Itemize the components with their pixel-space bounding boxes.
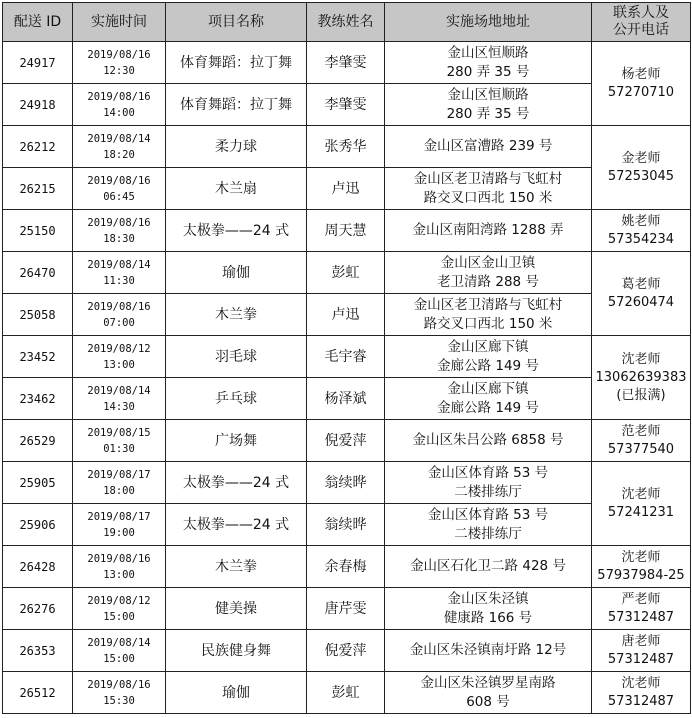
cell-date: 2019/08/14	[87, 384, 151, 397]
table-row	[3, 420, 691, 462]
cell-address-line-1: 金山区朱泾镇南圩路 12号	[409, 642, 567, 658]
schedule-table	[2, 2, 691, 714]
cell-time	[73, 378, 166, 420]
cell-clock: 15:00	[103, 652, 135, 665]
cell-id: 26428	[3, 546, 73, 588]
header-address: 实施场地地址	[385, 3, 592, 42]
table-row	[3, 462, 691, 504]
cell-address-line-2: 老卫清路 288 号	[437, 273, 539, 290]
cell-id: 25905	[3, 462, 73, 504]
cell-address-line-2: 608 号	[466, 693, 510, 710]
cell-address	[385, 336, 592, 378]
cell-date: 2019/08/15	[87, 426, 151, 439]
cell-contact-line: 13062639383	[595, 369, 687, 385]
cell-project: 太极拳——24 式	[166, 462, 307, 504]
cell-id: 23462	[3, 378, 73, 420]
cell-time	[73, 126, 166, 168]
cell-contact	[592, 462, 691, 546]
cell-clock: 15:30	[103, 694, 135, 707]
cell-project: 太极拳——24 式	[166, 504, 307, 546]
cell-project: 体育舞蹈：拉丁舞	[166, 42, 307, 84]
cell-clock: 18:30	[103, 232, 135, 245]
cell-address	[385, 378, 592, 420]
cell-project: 体育舞蹈：拉丁舞	[166, 84, 307, 126]
cell-address	[385, 672, 592, 714]
table-row	[3, 672, 691, 714]
cell-clock: 07:00	[103, 316, 135, 329]
cell-project: 木兰拳	[166, 294, 307, 336]
cell-date: 2019/08/16	[87, 300, 151, 313]
cell-coach: 李肇雯	[307, 84, 385, 126]
cell-coach: 周天慧	[307, 210, 385, 252]
cell-coach: 倪爱萍	[307, 630, 385, 672]
cell-date: 2019/08/12	[87, 342, 151, 355]
cell-contact-line: 57253045	[607, 168, 675, 184]
cell-time	[73, 630, 166, 672]
cell-clock: 14:00	[103, 106, 135, 119]
cell-contact-line: 57377540	[607, 441, 675, 457]
cell-contact	[592, 420, 691, 462]
cell-address-line-2: 路交叉口西北 150 米	[423, 315, 553, 332]
cell-coach: 卢迅	[307, 168, 385, 210]
cell-clock: 06:45	[103, 190, 135, 203]
cell-date: 2019/08/17	[87, 510, 151, 523]
cell-project: 柔力球	[166, 126, 307, 168]
cell-contact-line: 范老师	[621, 423, 661, 439]
cell-address-line-1: 金山区朱泾镇罗星南路	[420, 674, 556, 691]
cell-address	[385, 126, 592, 168]
cell-project: 瑜伽	[166, 252, 307, 294]
cell-id: 24917	[3, 42, 73, 84]
cell-coach: 卢迅	[307, 294, 385, 336]
cell-time	[73, 210, 166, 252]
cell-contact	[592, 210, 691, 252]
table-row	[3, 294, 691, 336]
cell-address	[385, 630, 592, 672]
cell-address-line-1: 金山区恒顺路	[447, 86, 529, 103]
cell-date: 2019/08/12	[87, 594, 151, 607]
cell-address	[385, 42, 592, 84]
cell-contact	[592, 42, 691, 126]
cell-contact-line: 57241231	[607, 504, 675, 520]
cell-coach: 倪爱萍	[307, 420, 385, 462]
cell-contact-line: 沈老师	[621, 486, 661, 502]
cell-address-line-2: 280 弄 35 号	[446, 105, 530, 122]
header-time: 实施时间	[73, 3, 166, 42]
header-contact	[592, 3, 691, 42]
cell-contact-line: 沈老师	[621, 549, 661, 565]
cell-clock: 14:30	[103, 400, 135, 413]
cell-contact	[592, 588, 691, 630]
cell-contact	[592, 336, 691, 420]
cell-address-line-2: 二楼排练厅	[454, 483, 522, 500]
cell-contact	[592, 546, 691, 588]
cell-contact-line: 金老师	[621, 150, 661, 166]
cell-project: 乒乓球	[166, 378, 307, 420]
cell-time	[73, 168, 166, 210]
cell-address-line-1: 金山区南阳湾路 1288 弄	[412, 222, 564, 238]
cell-coach: 翁续晔	[307, 504, 385, 546]
table-row	[3, 126, 691, 168]
cell-date: 2019/08/14	[87, 258, 151, 271]
cell-date: 2019/08/16	[87, 174, 151, 187]
cell-project: 太极拳——24 式	[166, 210, 307, 252]
cell-id: 26215	[3, 168, 73, 210]
cell-project: 瑜伽	[166, 672, 307, 714]
cell-id: 25058	[3, 294, 73, 336]
cell-address	[385, 588, 592, 630]
cell-address	[385, 462, 592, 504]
cell-address	[385, 504, 592, 546]
cell-clock: 11:30	[103, 274, 135, 287]
cell-project: 木兰扇	[166, 168, 307, 210]
cell-contact-line: 严老师	[621, 591, 661, 607]
table-body	[3, 42, 691, 714]
cell-date: 2019/08/14	[87, 636, 151, 649]
cell-coach: 李肇雯	[307, 42, 385, 84]
table-row	[3, 84, 691, 126]
cell-coach: 彭虹	[307, 672, 385, 714]
cell-contact-line: 姚老师	[621, 213, 661, 229]
table-row	[3, 630, 691, 672]
cell-coach: 毛宇睿	[307, 336, 385, 378]
cell-id: 25150	[3, 210, 73, 252]
cell-address-line-1: 金山区金山卫镇	[440, 254, 536, 271]
cell-coach: 余春梅	[307, 546, 385, 588]
cell-time	[73, 672, 166, 714]
cell-contact-line: 杨老师	[621, 66, 661, 82]
cell-address-line-2: 金廊公路 149 号	[437, 357, 539, 374]
cell-address-line-1: 金山区石化卫二路 428 号	[410, 558, 566, 574]
cell-date: 2019/08/17	[87, 468, 151, 481]
header-coach: 教练姓名	[307, 3, 385, 42]
cell-address	[385, 420, 592, 462]
cell-clock: 18:00	[103, 484, 135, 497]
cell-clock: 15:00	[103, 610, 135, 623]
header-id: 配送 ID	[3, 3, 73, 42]
cell-id: 24918	[3, 84, 73, 126]
cell-contact	[592, 672, 691, 714]
cell-project: 民族健身舞	[166, 630, 307, 672]
cell-coach: 张秀华	[307, 126, 385, 168]
cell-id: 26529	[3, 420, 73, 462]
cell-address-line-1: 金山区朱泾镇	[447, 590, 529, 607]
cell-contact-line: 57270710	[607, 84, 675, 100]
cell-coach: 翁续晔	[307, 462, 385, 504]
cell-address-line-1: 金山区体育路 53 号	[427, 464, 549, 481]
table-row	[3, 168, 691, 210]
header-row	[3, 3, 691, 42]
cell-clock: 13:00	[103, 358, 135, 371]
cell-address	[385, 546, 592, 588]
cell-address	[385, 252, 592, 294]
cell-coach: 唐芹雯	[307, 588, 385, 630]
cell-address-line-1: 金山区恒顺路	[447, 44, 529, 61]
cell-coach: 杨泽斌	[307, 378, 385, 420]
cell-address-line-1: 金山区体育路 53 号	[427, 506, 549, 523]
cell-date: 2019/08/16	[87, 48, 151, 61]
table-row	[3, 546, 691, 588]
cell-contact-line: 57937984-25	[597, 567, 685, 583]
cell-coach: 彭虹	[307, 252, 385, 294]
cell-time	[73, 546, 166, 588]
cell-time	[73, 84, 166, 126]
cell-contact	[592, 126, 691, 210]
cell-address-line-2: 路交叉口西北 150 米	[423, 189, 553, 206]
cell-contact-line: 葛老师	[621, 276, 661, 292]
cell-project: 木兰拳	[166, 546, 307, 588]
cell-date: 2019/08/14	[87, 132, 151, 145]
cell-contact-line: (已报满)	[616, 387, 666, 403]
cell-address-line-2: 二楼排练厅	[454, 525, 522, 542]
cell-id: 26353	[3, 630, 73, 672]
cell-id: 26470	[3, 252, 73, 294]
table-row	[3, 252, 691, 294]
cell-address-line-1: 金山区老卫清路与飞虹村	[413, 170, 563, 187]
cell-contact-line: 57312487	[607, 693, 675, 709]
cell-id: 26276	[3, 588, 73, 630]
cell-contact-line: 沈老师	[621, 351, 661, 367]
cell-date: 2019/08/16	[87, 216, 151, 229]
table-row	[3, 210, 691, 252]
cell-id: 25906	[3, 504, 73, 546]
header-contact-line-1: 联系人及	[613, 5, 669, 21]
cell-contact-line: 唐老师	[621, 633, 661, 649]
cell-date: 2019/08/16	[87, 552, 151, 565]
cell-clock: 19:00	[103, 526, 135, 539]
cell-time	[73, 294, 166, 336]
cell-clock: 12:30	[103, 64, 135, 77]
cell-id: 23452	[3, 336, 73, 378]
cell-date: 2019/08/16	[87, 678, 151, 691]
table-row	[3, 42, 691, 84]
cell-time	[73, 252, 166, 294]
cell-contact	[592, 630, 691, 672]
cell-address	[385, 84, 592, 126]
cell-address	[385, 168, 592, 210]
cell-address-line-1: 金山区富漕路 239 号	[423, 138, 553, 154]
cell-time	[73, 462, 166, 504]
cell-contact-line: 沈老师	[621, 675, 661, 691]
cell-project: 广场舞	[166, 420, 307, 462]
cell-contact-line: 57312487	[607, 609, 675, 625]
cell-address-line-1: 金山区廊下镇	[447, 338, 529, 355]
cell-address	[385, 210, 592, 252]
table-row	[3, 588, 691, 630]
cell-address-line-2: 健康路 166 号	[443, 609, 533, 626]
cell-time	[73, 42, 166, 84]
cell-contact	[592, 252, 691, 336]
cell-address-line-2: 280 弄 35 号	[446, 63, 530, 80]
table-row	[3, 336, 691, 378]
cell-contact-line: 57312487	[607, 651, 675, 667]
table-row	[3, 504, 691, 546]
table-row	[3, 378, 691, 420]
cell-address	[385, 294, 592, 336]
cell-contact-line: 57260474	[607, 294, 675, 310]
header-contact-line-2: 公开电话	[613, 22, 669, 38]
cell-time	[73, 420, 166, 462]
cell-time	[73, 504, 166, 546]
cell-id: 26512	[3, 672, 73, 714]
cell-address-line-1: 金山区朱吕公路 6858 号	[412, 432, 564, 448]
cell-clock: 01:30	[103, 442, 135, 455]
cell-project: 健美操	[166, 588, 307, 630]
header-project: 项目名称	[166, 3, 307, 42]
cell-address-line-1: 金山区廊下镇	[447, 380, 529, 397]
cell-project: 羽毛球	[166, 336, 307, 378]
cell-time	[73, 588, 166, 630]
cell-address-line-2: 金廊公路 149 号	[437, 399, 539, 416]
cell-id: 26212	[3, 126, 73, 168]
cell-clock: 18:20	[103, 148, 135, 161]
cell-address-line-1: 金山区老卫清路与飞虹村	[413, 296, 563, 313]
cell-clock: 13:00	[103, 568, 135, 581]
cell-time	[73, 336, 166, 378]
cell-date: 2019/08/16	[87, 90, 151, 103]
cell-contact-line: 57354234	[607, 231, 675, 247]
